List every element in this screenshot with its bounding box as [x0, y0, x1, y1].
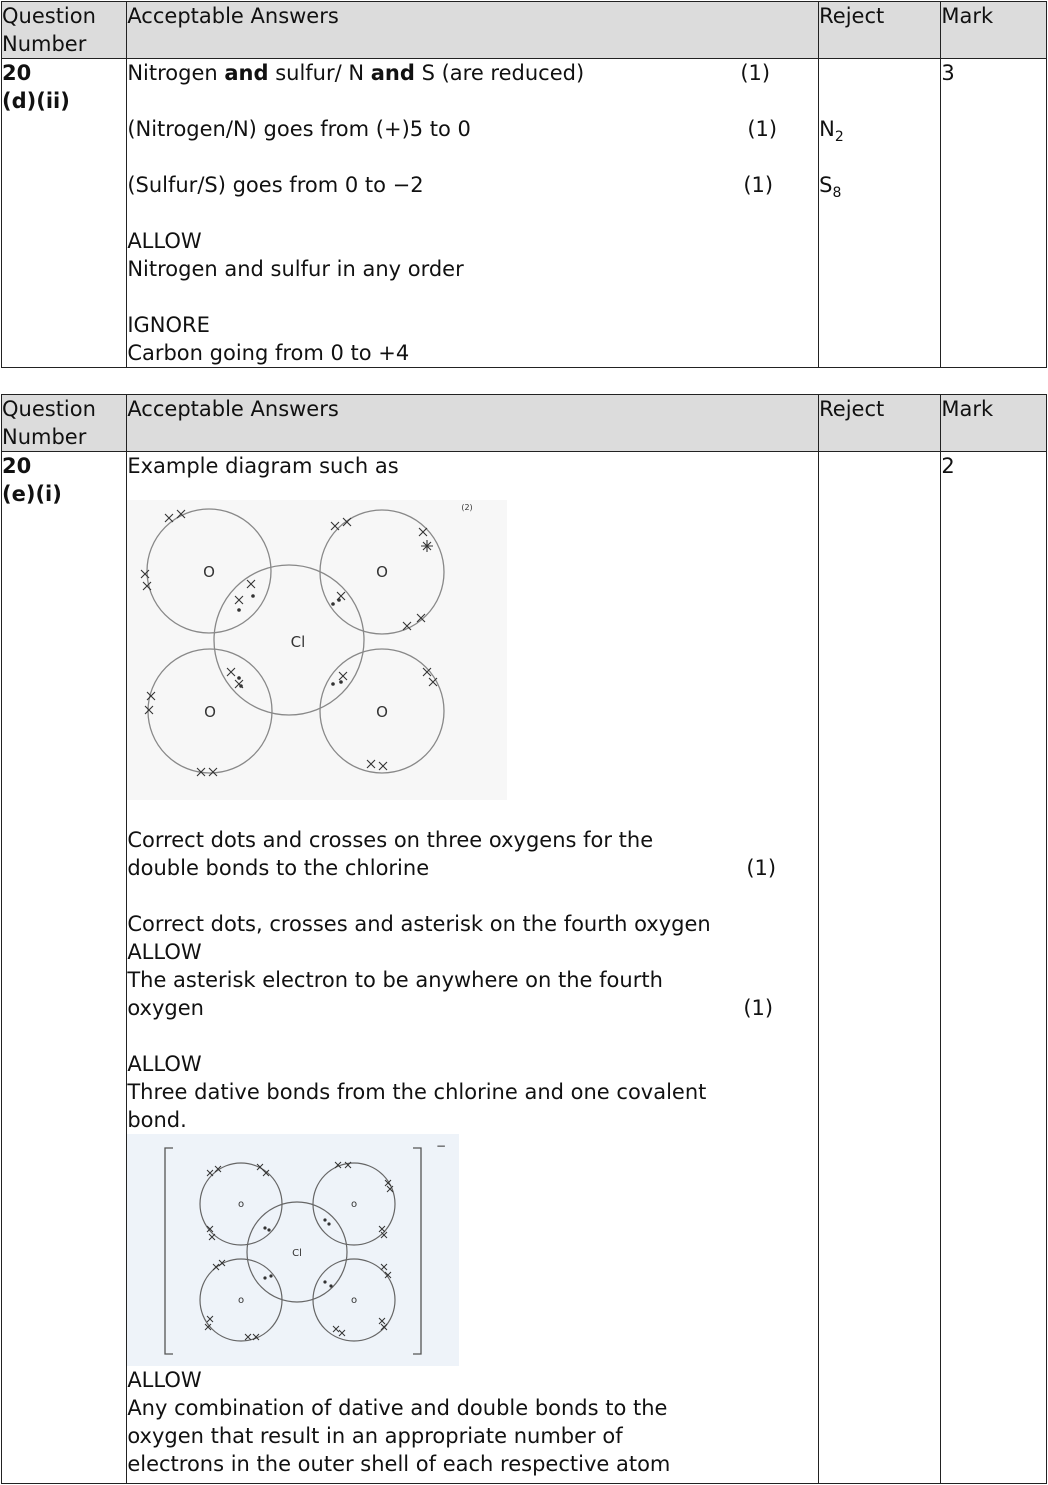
ignore-heading: IGNORE [127, 313, 210, 337]
header-reject: Reject [819, 2, 941, 59]
mark-scheme-table-20dii [1, 1, 1047, 368]
question-part: (e)(i) [2, 482, 62, 506]
acceptable-answers-cell [127, 452, 819, 1484]
acceptable-answers-cell [127, 59, 819, 368]
mark-tally: (1) [746, 856, 777, 880]
header-question-number: Question Number [2, 2, 127, 59]
mark-tally: (1) [743, 173, 774, 197]
allow-text: Nitrogen and sulfur in any order [127, 257, 464, 281]
allow-text-line-1: Any combination of dative and double bonds to the [127, 1396, 668, 1420]
oxygen-label: O [376, 703, 389, 721]
criterion-2-line-1: Correct dots, crosses and asterisk on the fourth oxygen [127, 912, 711, 936]
question-number: 20 [2, 454, 32, 478]
example-intro: Example diagram such as [127, 454, 399, 478]
chlorine-label: Cl [292, 1248, 303, 1259]
oxygen-label: o [351, 1199, 358, 1210]
allow-heading: ALLOW [127, 229, 202, 253]
reject-cell [819, 452, 941, 1484]
figure-mark-label: (2) [461, 503, 473, 512]
header-acceptable-answers: Acceptable Answers [127, 395, 819, 452]
criterion-1-line-2: double bonds to the chlorine (1) [127, 856, 777, 880]
mark-tally: (1) [743, 996, 774, 1020]
oxygen-label: O [204, 703, 217, 721]
oxygen-label: o [238, 1199, 245, 1210]
answer-line-1: Nitrogen and sulfur/ N and S (are reduced) (1) [127, 61, 771, 85]
reject-cell [819, 59, 941, 368]
reject-n2: $N_2$ [819, 117, 844, 145]
criterion-1-line-1: Correct dots and crosses on three oxygens for the [127, 828, 654, 852]
header-reject: Reject [819, 395, 941, 452]
ignore-text: Carbon going from 0 to +4 [127, 341, 410, 365]
criterion-2-line-2: The asterisk electron to be anywhere on the fourth [127, 968, 663, 992]
electron-crosses [141, 510, 437, 776]
mark-cell [941, 59, 1047, 368]
answer-line-3: (Sulfur/S) goes from 0 to −2 (1) [127, 173, 774, 197]
allow-text-line-3: electrons in the outer shell of each respective atom [127, 1452, 671, 1476]
question-part: (d)(ii) [2, 89, 70, 113]
mark-tally: (1) [740, 61, 771, 85]
chlorine-label: Cl [290, 633, 306, 651]
dot-cross-diagram-1 [127, 500, 507, 800]
question-number-cell [2, 59, 127, 368]
mark-scheme-table-20ei [1, 394, 1047, 1484]
header-acceptable-answers: Acceptable Answers [127, 2, 819, 59]
allow-text-line-2: oxygen that result in an appropriate number of [127, 1424, 623, 1448]
header-mark: Mark [941, 395, 1047, 452]
criterion-2-line-3: oxygen (1) [127, 996, 774, 1020]
allow-text-line-1: Three dative bonds from the chlorine and one covalent [127, 1080, 707, 1104]
question-number: 20 [2, 61, 32, 85]
answer-line-2: (Nitrogen/N) goes from (+)5 to 0 (1) [127, 117, 778, 141]
oxygen-label: O [376, 563, 389, 581]
oxygen-label: o [351, 1295, 358, 1306]
mark-total: 3 [941, 61, 955, 85]
ion-charge: − [436, 1139, 447, 1153]
allow-text-line-2: bond. [127, 1108, 187, 1132]
reject-s8: $S_8$ [819, 173, 842, 201]
allow-heading: ALLOW [127, 1368, 202, 1392]
header-question-number: Question Number [2, 395, 127, 452]
question-number-cell [2, 452, 127, 1484]
allow-heading: ALLOW [127, 1052, 202, 1076]
header-mark: Mark [941, 2, 1047, 59]
oxygen-label: o [238, 1295, 245, 1306]
allow-heading: ALLOW [127, 940, 202, 964]
oxygen-label: O [203, 563, 216, 581]
mark-tally: (1) [747, 117, 778, 141]
chlorine-shell [214, 565, 364, 715]
mark-total: 2 [941, 454, 955, 478]
mark-cell [941, 452, 1047, 1484]
dot-cross-diagram-2 [127, 1134, 459, 1366]
